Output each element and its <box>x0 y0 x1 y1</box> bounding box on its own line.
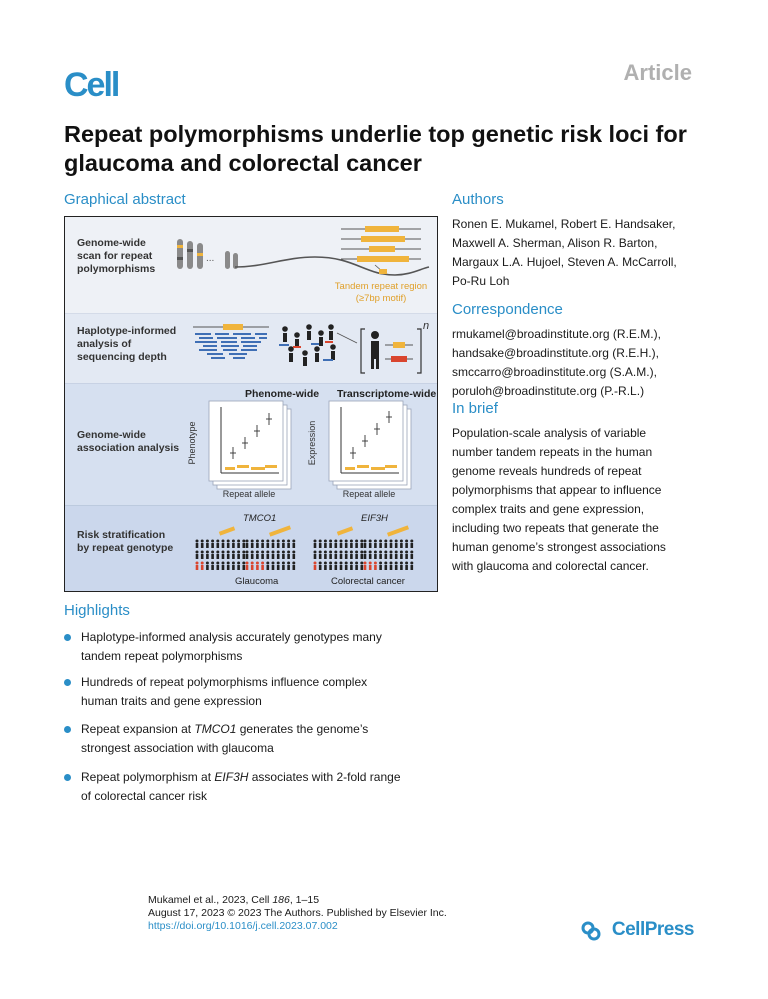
doi-link[interactable]: https://doi.org/10.1016/j.cell.2023.07.002 <box>148 920 338 932</box>
person-glyph-head <box>277 562 280 565</box>
person-glyph-head <box>261 540 264 543</box>
person-glyph-head <box>242 562 245 565</box>
bullet-icon <box>64 774 71 781</box>
person-glyph-head <box>261 562 264 565</box>
person-glyph-head <box>395 540 398 543</box>
email-link[interactable]: handsake@broadinstitute.org (R.E.H.), <box>452 346 659 360</box>
person-glyph-head <box>216 540 219 543</box>
person-glyph-body <box>206 554 209 559</box>
person-glyph-body <box>319 565 322 570</box>
person-glyph-body <box>385 543 388 548</box>
person-glyph-head <box>237 562 240 565</box>
person-glyph-head <box>314 562 317 565</box>
person-glyph-head <box>345 551 348 554</box>
person-glyph-body <box>329 565 332 570</box>
person-glyph-body <box>196 543 199 548</box>
person-glyph-body <box>201 565 204 570</box>
person-glyph-head <box>232 540 235 543</box>
person-glyph-head <box>410 551 413 554</box>
person-glyph-head <box>287 562 290 565</box>
expression-axis-label: Expression <box>307 420 317 466</box>
person-glyph-head <box>384 551 387 554</box>
highlight-item: Hundreds of repeat polymorphisms influence complex human traits and gene expression <box>64 673 444 710</box>
person-glyph-head <box>364 551 367 554</box>
person-glyph-head <box>277 551 280 554</box>
person-glyph-body <box>256 565 259 570</box>
person-glyph-body <box>293 543 296 548</box>
person-glyph-body <box>256 554 259 559</box>
person-glyph-body <box>405 554 408 559</box>
person-glyph-head <box>329 562 332 565</box>
person-glyph-head <box>360 562 363 565</box>
person-glyph-head <box>314 551 317 554</box>
person-glyph-head <box>211 540 214 543</box>
correspondence-emails <box>452 325 661 401</box>
person-glyph-body <box>272 554 275 559</box>
person-glyph-head <box>227 540 230 543</box>
person-glyph-body <box>261 543 264 548</box>
person-glyph-head <box>206 551 209 554</box>
person-glyph-head <box>314 540 317 543</box>
person-glyph-body <box>355 565 358 570</box>
person-glyph-body <box>287 543 290 548</box>
person-glyph-body <box>287 554 290 559</box>
person-glyph-head <box>251 551 254 554</box>
person-glyph-body <box>390 543 393 548</box>
person-glyph-body <box>314 543 317 548</box>
tandem-repeat-callout-line1: Tandem repeat region <box>334 281 428 292</box>
person-glyph-head <box>405 551 408 554</box>
person-glyph-body <box>329 543 332 548</box>
person-glyph-head <box>232 562 235 565</box>
person-glyph-body <box>227 565 230 570</box>
publisher-logo: CellPress <box>611 919 694 940</box>
correspondence-heading: Correspondence <box>452 301 563 318</box>
person-glyph-body <box>267 565 270 570</box>
person-glyph-body <box>405 543 408 548</box>
person-glyph-body <box>206 543 209 548</box>
person-glyph-body <box>211 565 214 570</box>
person-glyph-head <box>227 562 230 565</box>
person-glyph-head <box>369 562 372 565</box>
person-glyph-head <box>277 540 280 543</box>
person-glyph-body <box>379 554 382 559</box>
person-glyph-body <box>364 543 367 548</box>
person-glyph-head <box>355 562 358 565</box>
person-glyph-head <box>379 540 382 543</box>
authors-heading: Authors <box>452 191 504 208</box>
person-glyph-body <box>267 554 270 559</box>
person-glyph-head <box>206 540 209 543</box>
person-glyph-body <box>196 554 199 559</box>
person-glyph-head <box>319 540 322 543</box>
person-glyph-body <box>232 554 235 559</box>
person-glyph-head <box>395 562 398 565</box>
person-glyph-body <box>374 565 377 570</box>
highlight-item: Haplotype-informed analysis accurately genotypes many tandem repeat polymorphisms <box>64 628 444 665</box>
person-glyph-head <box>237 551 240 554</box>
person-glyph-head <box>222 551 225 554</box>
person-glyph-head <box>246 540 249 543</box>
person-glyph-head <box>374 540 377 543</box>
article-type-label: Article <box>623 60 692 85</box>
person-glyph-body <box>395 565 398 570</box>
person-glyph-body <box>282 554 285 559</box>
person-glyph-body <box>400 565 403 570</box>
person-glyph-head <box>340 551 343 554</box>
gene-label-eif3h: EIF3H <box>361 513 388 524</box>
person-glyph-head <box>292 551 295 554</box>
person-glyph-head <box>256 540 259 543</box>
person-glyph-head <box>287 540 290 543</box>
person-glyph-body <box>243 543 246 548</box>
ellipsis-text: ... <box>206 253 215 264</box>
person-glyph-body <box>237 565 240 570</box>
person-glyph-head <box>340 562 343 565</box>
person-glyph-head <box>384 540 387 543</box>
person-glyph-head <box>395 551 398 554</box>
person-glyph-body <box>385 565 388 570</box>
person-glyph-head <box>282 562 285 565</box>
person-glyph-head <box>364 540 367 543</box>
person-glyph-head <box>400 562 403 565</box>
person-glyph-body <box>232 543 235 548</box>
person-glyph-body <box>227 554 230 559</box>
person-glyph-head <box>405 540 408 543</box>
person-glyph-head <box>196 562 199 565</box>
person-glyph-head <box>196 540 199 543</box>
in-brief-text: Population-scale analysis of variable number tandem repeats in the human genome reveals hundreds of repeat polymorphisms that appear to influence complex traits and gene expression, including two repeats that generate the human genome’s strongest associations with glaucoma and colorectal cancer. <box>452 426 666 573</box>
in-brief-heading: In brief <box>452 400 498 417</box>
person-glyph-body <box>272 565 275 570</box>
person-glyph-body <box>246 565 249 570</box>
person-glyph-body <box>335 554 338 559</box>
person-glyph-body <box>324 554 327 559</box>
person-glyph-head <box>251 540 254 543</box>
row4-label: Risk stratification by repeat genotype <box>77 529 174 554</box>
person-glyph-body <box>222 565 225 570</box>
graphical-abstract-illustration <box>65 217 438 592</box>
person-glyph-head <box>324 562 327 565</box>
person-glyph-head <box>201 562 204 565</box>
person-glyph-body <box>237 543 240 548</box>
person-glyph-body <box>261 554 264 559</box>
tandem-repeat-callout-line2: (≥7bp motif) <box>355 293 407 304</box>
person-glyph-head <box>272 551 275 554</box>
person-glyph-body <box>345 554 348 559</box>
person-glyph-body <box>211 543 214 548</box>
person-glyph-head <box>237 540 240 543</box>
person-glyph-head <box>334 551 337 554</box>
person-glyph-head <box>410 562 413 565</box>
person-glyph-body <box>400 554 403 559</box>
article-title: Repeat polymorphisms underlie top genetic risk loci for glaucoma and colorectal cancer <box>64 121 687 176</box>
person-glyph-body <box>324 543 327 548</box>
person-glyph-body <box>361 554 364 559</box>
person-glyph-head <box>287 551 290 554</box>
person-glyph-head <box>390 551 393 554</box>
person-glyph-body <box>329 554 332 559</box>
person-glyph-body <box>206 565 209 570</box>
person-glyph-body <box>374 554 377 559</box>
person-glyph-head <box>400 551 403 554</box>
person-glyph-head <box>350 562 353 565</box>
repeat-allele-axis-label-left: Repeat allele <box>222 489 276 499</box>
highlights-heading: Highlights <box>64 602 130 619</box>
person-glyph-body <box>246 543 249 548</box>
person-glyph-head <box>324 540 327 543</box>
person-glyph-body <box>293 554 296 559</box>
person-glyph-body <box>293 565 296 570</box>
person-glyph-head <box>340 540 343 543</box>
person-glyph-body <box>251 554 254 559</box>
person-glyph-body <box>379 565 382 570</box>
person-glyph-body <box>196 565 199 570</box>
person-glyph-body <box>395 554 398 559</box>
person-glyph-body <box>361 565 364 570</box>
phenome-wide-title: Phenome-wide <box>245 388 320 400</box>
person-glyph-body <box>222 554 225 559</box>
person-glyph-body <box>272 543 275 548</box>
gene-label-tmco1: TMCO1 <box>243 513 277 524</box>
email-link[interactable]: poruloh@broadinstitute.org (P.-R.L.) <box>452 384 645 398</box>
person-glyph-head <box>216 562 219 565</box>
person-glyph-head <box>201 540 204 543</box>
individual-genotype-icon <box>361 329 421 373</box>
person-glyph-head <box>345 540 348 543</box>
person-glyph-head <box>227 551 230 554</box>
highlight-item: Repeat expansion at TMCO1 generates the genome’s strongest association with glaucoma <box>64 720 444 757</box>
person-glyph-body <box>411 554 414 559</box>
person-glyph-head <box>282 540 285 543</box>
authors-list: Ronen E. Mukamel, Robert E. Handsaker, Maxwell A. Sherman, Alison R. Barton, Margaux L.A. Hujoel, Steven A. McCarroll, Po-Ru Loh <box>452 217 677 288</box>
person-glyph-head <box>379 562 382 565</box>
person-glyph-head <box>242 551 245 554</box>
person-glyph-head <box>400 540 403 543</box>
person-glyph-body <box>256 543 259 548</box>
person-glyph-body <box>243 554 246 559</box>
person-glyph-head <box>216 551 219 554</box>
person-glyph-head <box>329 551 332 554</box>
person-glyph-head <box>292 562 295 565</box>
transcriptome-wide-title: Transcriptome-wide <box>337 388 437 400</box>
risk-population-glyphs <box>196 540 414 571</box>
person-glyph-body <box>390 554 393 559</box>
person-glyph-body <box>400 543 403 548</box>
person-glyph-body <box>355 554 358 559</box>
disease-label-colorectal: Colorectal cancer <box>331 576 405 587</box>
person-glyph-body <box>340 565 343 570</box>
person-glyph-body <box>246 554 249 559</box>
person-glyph-head <box>266 540 269 543</box>
row3-label: Genome-wide association analysis <box>77 429 180 454</box>
row1-label: Genome-wide scan for repeat polymorphisms <box>77 237 156 275</box>
highlight-item: Repeat polymorphism at EIF3H associates with 2-fold range of colorectal cancer risk <box>64 768 444 805</box>
person-glyph-head <box>355 551 358 554</box>
repeat-allele-axis-label-right: Repeat allele <box>342 489 396 499</box>
person-glyph-head <box>272 562 275 565</box>
person-glyph-body <box>261 565 264 570</box>
person-glyph-body <box>405 565 408 570</box>
person-glyph-head <box>334 562 337 565</box>
person-glyph-body <box>364 565 367 570</box>
person-glyph-body <box>211 554 214 559</box>
graphical-abstract <box>64 216 438 592</box>
person-glyph-head <box>246 562 249 565</box>
row2-label: Haplotype-informed analysis of sequencing depth <box>77 325 177 363</box>
person-glyph-head <box>374 562 377 565</box>
sequencing-reads-icon <box>193 324 269 359</box>
person-glyph-body <box>395 543 398 548</box>
person-glyph-body <box>350 543 353 548</box>
person-glyph-body <box>201 543 204 548</box>
person-glyph-body <box>227 543 230 548</box>
bullet-icon <box>64 726 71 733</box>
person-glyph-body <box>222 543 225 548</box>
person-glyph-head <box>390 562 393 565</box>
person-glyph-body <box>345 543 348 548</box>
person-glyph-body <box>277 565 280 570</box>
person-glyph-head <box>196 551 199 554</box>
person-glyph-head <box>251 562 254 565</box>
person-glyph-body <box>243 565 246 570</box>
person-glyph-head <box>390 540 393 543</box>
bullet-icon <box>64 634 71 641</box>
person-glyph-head <box>261 551 264 554</box>
person-glyph-body <box>345 565 348 570</box>
person-glyph-body <box>277 543 280 548</box>
person-glyph-body <box>335 565 338 570</box>
bullet-icon <box>64 679 71 686</box>
person-glyph-head <box>350 540 353 543</box>
person-glyph-head <box>222 540 225 543</box>
person-glyph-head <box>222 562 225 565</box>
person-glyph-body <box>355 543 358 548</box>
person-glyph-head <box>369 551 372 554</box>
person-glyph-head <box>384 562 387 565</box>
phenotype-axis-label: Phenotype <box>187 421 197 465</box>
person-glyph-body <box>369 565 372 570</box>
person-glyph-body <box>340 554 343 559</box>
cellpress-logo-icon <box>580 920 602 942</box>
person-glyph-body <box>379 543 382 548</box>
person-glyph-body <box>361 543 364 548</box>
person-glyph-head <box>319 562 322 565</box>
tandem-repeat-alleles-icon <box>341 226 421 274</box>
person-glyph-head <box>246 551 249 554</box>
person-glyph-head <box>256 562 259 565</box>
person-glyph-head <box>369 540 372 543</box>
repeat-genotype-bars <box>219 525 409 536</box>
person-glyph-body <box>350 554 353 559</box>
person-glyph-head <box>410 540 413 543</box>
phenotype-panel-stack <box>209 401 291 489</box>
email-link[interactable]: smccarro@broadinstitute.org (S.A.M.), <box>452 365 657 379</box>
person-glyph-body <box>282 565 285 570</box>
person-glyph-body <box>201 554 204 559</box>
n-label: n <box>423 320 430 332</box>
email-link[interactable]: rmukamel@broadinstitute.org (R.E.M.), <box>452 327 661 341</box>
person-glyph-head <box>211 551 214 554</box>
person-glyph-head <box>206 562 209 565</box>
person-glyph-head <box>266 551 269 554</box>
person-glyph-head <box>329 540 332 543</box>
person-glyph-body <box>374 543 377 548</box>
person-glyph-body <box>319 554 322 559</box>
person-glyph-body <box>369 554 372 559</box>
person-glyph-head <box>379 551 382 554</box>
person-glyph-body <box>319 543 322 548</box>
person-glyph-head <box>350 551 353 554</box>
person-glyph-head <box>256 551 259 554</box>
person-glyph-body <box>232 565 235 570</box>
person-glyph-body <box>411 565 414 570</box>
person-glyph-body <box>369 543 372 548</box>
person-glyph-body <box>324 565 327 570</box>
person-glyph-body <box>277 554 280 559</box>
person-glyph-head <box>292 540 295 543</box>
person-glyph-body <box>287 565 290 570</box>
person-glyph-body <box>217 554 220 559</box>
person-glyph-head <box>334 540 337 543</box>
person-glyph-head <box>364 562 367 565</box>
expression-panel-stack <box>329 401 411 489</box>
person-glyph-body <box>251 565 254 570</box>
disease-label-glaucoma: Glaucoma <box>235 576 279 587</box>
graphical-abstract-heading: Graphical abstract <box>64 191 186 208</box>
person-glyph-head <box>272 540 275 543</box>
citation-footer: Mukamel et al., 2023, Cell 186, 1–15 August 17, 2023 © 2023 The Authors. Published by Elsevier Inc. https://doi.org/10.1016/j.cell.2023.07.002 <box>148 894 447 932</box>
person-glyph-head <box>242 540 245 543</box>
person-glyph-head <box>374 551 377 554</box>
person-glyph-body <box>340 543 343 548</box>
person-glyph-head <box>324 551 327 554</box>
person-glyph-body <box>335 543 338 548</box>
person-glyph-body <box>350 565 353 570</box>
person-glyph-body <box>251 543 254 548</box>
person-glyph-body <box>385 554 388 559</box>
person-glyph-head <box>405 562 408 565</box>
person-glyph-head <box>360 540 363 543</box>
person-glyph-body <box>314 554 317 559</box>
person-glyph-body <box>237 554 240 559</box>
person-glyph-head <box>282 551 285 554</box>
journal-logo: Cell <box>64 66 119 104</box>
person-glyph-body <box>364 554 367 559</box>
person-glyph-head <box>201 551 204 554</box>
person-glyph-body <box>314 565 317 570</box>
person-glyph-head <box>211 562 214 565</box>
person-glyph-head <box>345 562 348 565</box>
person-glyph-head <box>355 540 358 543</box>
person-glyph-body <box>411 543 414 548</box>
person-glyph-head <box>232 551 235 554</box>
person-glyph-head <box>266 562 269 565</box>
person-glyph-body <box>217 543 220 548</box>
person-glyph-body <box>267 543 270 548</box>
person-glyph-body <box>282 543 285 548</box>
person-glyph-head <box>319 551 322 554</box>
person-glyph-body <box>217 565 220 570</box>
person-glyph-head <box>360 551 363 554</box>
person-glyph-body <box>390 565 393 570</box>
